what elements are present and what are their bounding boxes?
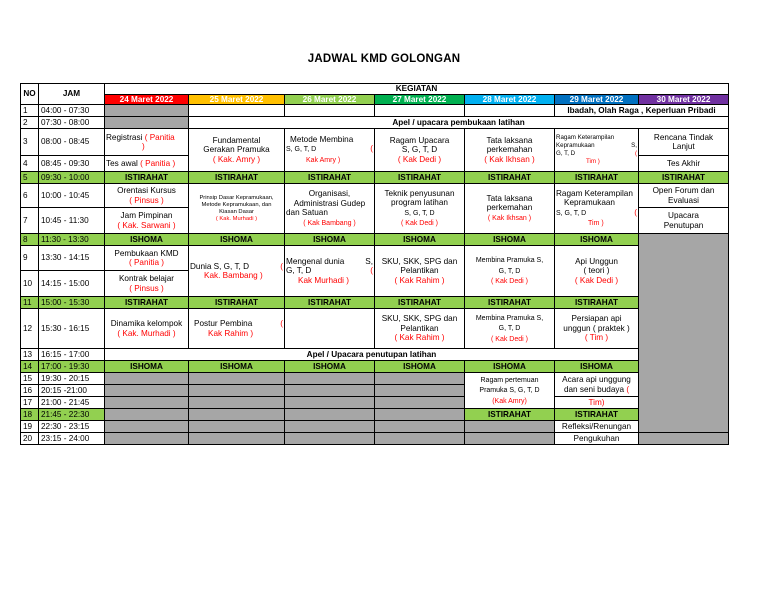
activity-text: G, T, D: [286, 266, 312, 276]
empty-cell: [465, 433, 555, 445]
kegiatan-header: KEGIATAN: [105, 84, 729, 95]
empty-cell: [285, 373, 375, 385]
presenter-text: Tim ): [586, 158, 600, 166]
empty-cell: [465, 105, 555, 117]
activity-cell: [105, 271, 189, 297]
activity-text: S,: [631, 142, 637, 150]
row-number: 7: [21, 208, 39, 234]
istirahat-cell: ISTIRAHAT: [639, 172, 729, 184]
table-row: [21, 105, 729, 117]
presenter-text: Kak Rahim ): [208, 328, 254, 338]
ishoma-cell: ISHOMA: [285, 361, 375, 373]
table-row: [21, 373, 729, 385]
row-time: 20:15 -21:00: [39, 385, 105, 397]
activity-cell: [465, 184, 555, 234]
presenter-text: ( Panitia ): [140, 158, 176, 168]
schedule-table: [20, 83, 729, 445]
row-time: 09:30 - 10:00: [39, 172, 105, 184]
ibadah-cell: Ibadah, Olah Raga , Keperluan Pribadi: [555, 105, 729, 117]
row-number: 17: [21, 397, 39, 409]
activity-cell: Pengukuhan: [555, 433, 639, 445]
empty-cell: [285, 409, 375, 421]
activity-text: Lanjut: [672, 142, 695, 152]
istirahat-cell: ISTIRAHAT: [189, 297, 285, 309]
empty-cell: [189, 385, 285, 397]
activity-text: Membina Pramuka S,: [475, 257, 544, 265]
activity-text: S, G, T, D: [556, 209, 587, 217]
activity-cell: [465, 246, 555, 297]
day-header: 24 Maret 2022: [105, 94, 189, 105]
table-row: [21, 117, 729, 129]
ishoma-cell: ISHOMA: [375, 234, 465, 246]
activity-text: Gerakan Pramuka: [203, 145, 270, 155]
row-number: 18: [21, 409, 39, 421]
table-row: [21, 184, 729, 208]
presenter-text: ( Pinsus ): [129, 195, 164, 205]
activity-text: program latihan: [391, 198, 448, 208]
empty-cell: [105, 421, 189, 433]
activity-cell: [105, 129, 189, 156]
empty-cell: [285, 309, 375, 349]
activity-text: Registrasi: [106, 132, 145, 142]
row-number: 9: [21, 246, 39, 271]
table-row: [21, 409, 729, 421]
row-time: 19:30 - 20:15: [39, 373, 105, 385]
activity-cell: [465, 373, 555, 409]
activity-text: Tes awal: [106, 158, 141, 168]
presenter-text: ( Kak Dedi ): [491, 335, 528, 343]
day-header: 27 Maret 2022: [375, 94, 465, 105]
presenter-text: (: [634, 207, 637, 217]
empty-cell: [375, 421, 465, 433]
presenter-text: ( Panitia ): [128, 258, 165, 268]
header-row: [21, 84, 729, 95]
activity-cell: [285, 129, 375, 172]
activity-text: Membina Pramuka S,: [475, 314, 544, 322]
activity-text: G, T, D: [498, 267, 521, 275]
row-time: 11:30 - 13:30: [39, 234, 105, 246]
activity-text: Metode Membina: [290, 134, 354, 144]
activity-cell: [285, 184, 375, 234]
activity-text: dan seni budaya: [563, 384, 627, 394]
row-time: 14:15 - 15:00: [39, 271, 105, 297]
empty-cell: [375, 105, 465, 117]
empty-cell: [285, 433, 375, 445]
row-number: 13: [21, 349, 39, 361]
row-number: 6: [21, 184, 39, 208]
istirahat-cell: ISTIRAHAT: [555, 297, 639, 309]
presenter-text: Kak Amry ): [306, 156, 341, 164]
row-time: 16:15 - 17:00: [39, 349, 105, 361]
presenter-text: ( Kak Bambang ): [303, 219, 356, 227]
table-row: [21, 309, 729, 349]
row-number: 1: [21, 105, 39, 117]
presenter-text: Tim ): [588, 220, 604, 228]
day-header: 28 Maret 2022: [465, 94, 555, 105]
ishoma-cell: ISHOMA: [285, 234, 375, 246]
day-header: 30 Maret 2022: [639, 94, 729, 105]
activity-text: Rencana Tindak: [653, 132, 714, 142]
row-number: 15: [21, 373, 39, 385]
empty-cell: [105, 409, 189, 421]
ishoma-cell: ISHOMA: [465, 361, 555, 373]
table-row: [21, 397, 729, 409]
row-time: 21:45 - 22:30: [39, 409, 105, 421]
day-header-row: [21, 94, 729, 105]
presenter-text: ( Panitia: [144, 132, 175, 142]
activity-cell: [639, 184, 729, 208]
activity-text: Ragam Keterampilan: [556, 134, 615, 142]
row-number: 11: [21, 297, 39, 309]
istirahat-cell: ISTIRAHAT: [285, 172, 375, 184]
row-time: 21:00 - 21:45: [39, 397, 105, 409]
row-time: 08:45 - 09:30: [39, 156, 105, 172]
istirahat-cell: ISTIRAHAT: [465, 172, 555, 184]
empty-cell: [285, 385, 375, 397]
activity-cell: Tes Akhir: [639, 156, 729, 172]
presenter-text: ): [142, 142, 145, 152]
empty-cell: [375, 385, 465, 397]
activity-text: Pramuka S, G, T, D: [479, 387, 540, 395]
activity-cell: [465, 309, 555, 349]
row-number: 8: [21, 234, 39, 246]
presenter-text: ( Pinsus ): [129, 283, 164, 293]
istirahat-cell: ISTIRAHAT: [555, 409, 639, 421]
istirahat-cell: ISTIRAHAT: [189, 172, 285, 184]
row-number: 14: [21, 361, 39, 373]
istirahat-cell: ISTIRAHAT: [105, 297, 189, 309]
activity-text: Tata laksana: [486, 193, 533, 203]
activity-cell: [105, 246, 189, 271]
activity-text: Administrasi Gudep: [293, 198, 366, 208]
row-time: 15:30 - 16:15: [39, 309, 105, 349]
empty-cell: [375, 397, 465, 409]
empty-cell: [105, 397, 189, 409]
row-time: 23:15 - 24:00: [39, 433, 105, 445]
activity-text: S,: [365, 256, 373, 266]
empty-cell: [189, 409, 285, 421]
activity-text: Metode Kepramukaan, dan: [201, 201, 272, 208]
activity-text: S, G, T, D: [404, 209, 435, 217]
empty-cell: [189, 421, 285, 433]
activity-text: dan Satuan: [286, 208, 328, 218]
row-number: 5: [21, 172, 39, 184]
istirahat-cell: ISTIRAHAT: [555, 172, 639, 184]
presenter-text: (Kak Amry): [492, 397, 527, 405]
ishoma-cell: ISHOMA: [465, 234, 555, 246]
row-time: 17:00 - 19:30: [39, 361, 105, 373]
day-header: 25 Maret 2022: [189, 94, 285, 105]
activity-text: Fundamental: [212, 135, 261, 145]
presenter-text: ( Kak. Murhadi ): [215, 215, 258, 222]
activity-text: Kepramukaan: [564, 198, 615, 208]
activity-text: SKU, SKK, SPG dan: [381, 256, 458, 266]
activity-text: perkemahan: [486, 203, 533, 213]
table-row: [21, 172, 729, 184]
empty-cell: [189, 397, 285, 409]
activity-text: G, T, D: [498, 325, 521, 333]
empty-cell: [189, 373, 285, 385]
presenter-text: ( Kak. Sarwani ): [117, 220, 176, 230]
activity-text: Open Forum dan: [652, 186, 715, 196]
activity-cell: [555, 246, 639, 297]
activity-cell: [105, 309, 189, 349]
jam-header: JAM: [39, 84, 105, 105]
activity-cell: [555, 184, 639, 234]
presenter-text: (: [370, 144, 373, 154]
empty-cell: [285, 421, 375, 433]
activity-text: Persiapan api: [571, 314, 622, 324]
presenter-text: ( Kak Dedi ): [397, 154, 442, 164]
activity-cell: [189, 129, 285, 172]
activity-text: SKU, SKK, SPG dan: [381, 314, 458, 324]
day-header: 26 Maret 2022: [285, 94, 375, 105]
activity-cell: [639, 129, 729, 156]
activity-text: Jam Pimpinan: [120, 211, 173, 221]
activity-text: Pelantikan: [400, 266, 439, 276]
activity-text: S, G, T, D: [401, 145, 438, 155]
empty-cell: [105, 117, 189, 129]
empty-cell: [285, 105, 375, 117]
activity-text: Ragam Upacara: [389, 135, 450, 145]
activity-cell: [105, 184, 189, 208]
presenter-text: ( Kak Dedi ): [401, 220, 438, 228]
table-row: [21, 421, 729, 433]
empty-cell: [375, 433, 465, 445]
empty-cell: [465, 421, 555, 433]
presenter-text: Kak. Bambang ): [204, 271, 263, 281]
activity-text: S, G, T, D: [286, 146, 317, 154]
empty-cell: [285, 397, 375, 409]
activity-text: Kontrak belajar: [118, 274, 175, 284]
row-number: 2: [21, 117, 39, 129]
activity-cell: [555, 129, 639, 172]
activity-cell: [189, 184, 285, 234]
activity-text: Postur Pembina: [194, 319, 253, 329]
presenter-text: (: [370, 266, 373, 276]
istirahat-cell: ISTIRAHAT: [105, 172, 189, 184]
row-time: 10:00 - 10:45: [39, 184, 105, 208]
activity-text: Ragam pertemuan: [480, 376, 539, 384]
row-number: 12: [21, 309, 39, 349]
activity-cell: [555, 309, 639, 349]
empty-cell: [105, 373, 189, 385]
presenter-text: ( Kak Rahim ): [394, 275, 445, 285]
day-header: 29 Maret 2022: [555, 94, 639, 105]
table-row: [21, 129, 729, 156]
presenter-text: ( Kak Ikhsan ): [487, 214, 532, 222]
activity-text: Prinsip Dasar Kepramukaan,: [199, 194, 274, 201]
ishoma-cell: ISHOMA: [555, 361, 639, 373]
activity-cell: [375, 184, 465, 234]
row-number: 20: [21, 433, 39, 445]
activity-cell: Refleksi/Renungan: [555, 421, 639, 433]
activity-text: Dinamika kelompok: [110, 319, 183, 329]
presenter-text: ( Kak. Murhadi ): [117, 328, 176, 338]
table-row: [21, 433, 729, 445]
activity-text: Kiasan Dasar: [219, 208, 254, 215]
ishoma-cell: ISHOMA: [105, 234, 189, 246]
row-number: 19: [21, 421, 39, 433]
activity-text: unggun ( praktek ): [563, 323, 630, 333]
presenter-text: ( Kak. Amry ): [212, 154, 261, 164]
row-number: 10: [21, 271, 39, 297]
empty-cell: [189, 433, 285, 445]
empty-cell: [105, 105, 189, 117]
istirahat-cell: ISTIRAHAT: [285, 297, 375, 309]
ishoma-cell: ISHOMA: [555, 234, 639, 246]
activity-cell: [555, 373, 639, 397]
activity-cell: [375, 129, 465, 172]
presenter-text: (: [634, 150, 637, 158]
activity-cell: [639, 208, 729, 234]
activity-text: Mengenal dunia: [286, 256, 345, 266]
activity-text: Teknik penyusunan: [384, 188, 455, 198]
presenter-text: ( Kak Dedi ): [491, 278, 528, 286]
activity-text: Penutupan: [663, 220, 704, 230]
row-time: 10:45 - 11:30: [39, 208, 105, 234]
activity-text: Kepramukaan: [556, 142, 595, 150]
activity-text: G, T, D: [556, 150, 576, 158]
istirahat-cell: ISTIRAHAT: [465, 409, 555, 421]
empty-cell: [189, 105, 285, 117]
presenter-text: Tim): [555, 397, 639, 409]
activity-text: Organisasi,: [308, 189, 351, 198]
row-time: 07:30 - 08:00: [39, 117, 105, 129]
activity-cell: [375, 246, 465, 297]
activity-cell: [465, 129, 555, 172]
row-time: 13:30 - 14:15: [39, 246, 105, 271]
empty-cell: [639, 433, 729, 445]
apel-tutup-cell: Apel / Upacara penutupan latihan: [105, 349, 639, 361]
empty-cell: [375, 373, 465, 385]
empty-cell: [105, 433, 189, 445]
empty-cell: [375, 409, 465, 421]
ishoma-cell: ISHOMA: [189, 234, 285, 246]
istirahat-cell: ISTIRAHAT: [375, 172, 465, 184]
no-header: NO: [21, 84, 39, 105]
table-row: [21, 361, 729, 373]
activity-cell: [105, 208, 189, 234]
activity-cell: [189, 309, 285, 349]
presenter-text: ( Kak Ikhsan ): [484, 154, 535, 164]
ishoma-cell: ISHOMA: [105, 361, 189, 373]
row-number: 4: [21, 156, 39, 172]
presenter-text: (: [280, 261, 283, 271]
presenter-text: ( Tim ): [584, 333, 609, 343]
presenter-text: ( Kak Dedi ): [574, 275, 619, 285]
row-time: 22:30 - 23:15: [39, 421, 105, 433]
activity-text: Tata laksana: [486, 135, 533, 145]
activity-cell: [285, 246, 375, 297]
activity-text: Evaluasi: [668, 195, 699, 205]
activity-text: Upacara: [668, 211, 699, 221]
activity-text: perkemahan: [486, 145, 533, 155]
ishoma-cell: ISHOMA: [375, 361, 465, 373]
row-number: 3: [21, 129, 39, 156]
row-number: 16: [21, 385, 39, 397]
activity-text: Pelantikan: [400, 323, 439, 333]
table-row: [21, 349, 729, 361]
activity-text: Pembukaan KMD: [114, 248, 179, 258]
apel-buka-cell: Apel / upacara pembukaan latihan: [189, 117, 729, 129]
empty-cell: [639, 234, 729, 433]
presenter-text: (: [626, 384, 630, 394]
activity-text: Ragam Keterampilan: [556, 188, 633, 198]
document-title: JADWAL KMD GOLONGAN: [307, 53, 461, 65]
activity-cell: [375, 309, 465, 349]
row-time: 08:00 - 08:45: [39, 129, 105, 156]
activity-text: Orentasi Kursus: [117, 186, 176, 196]
activity-text: Dunia S, G, T, D: [190, 261, 250, 271]
activity-text: ( teori ): [583, 266, 610, 276]
istirahat-cell: ISTIRAHAT: [375, 297, 465, 309]
presenter-text: Kak Murhadi ): [298, 275, 349, 285]
activity-cell: [105, 156, 189, 172]
table-row: [21, 297, 729, 309]
activity-text: Acara api unggung: [562, 375, 631, 385]
activity-text: Api Unggun: [575, 256, 618, 266]
table-row: [21, 246, 729, 271]
istirahat-cell: ISTIRAHAT: [465, 297, 555, 309]
empty-cell: [105, 385, 189, 397]
presenter-text: (: [280, 319, 283, 329]
ishoma-cell: ISHOMA: [189, 361, 285, 373]
activity-cell: [189, 246, 285, 297]
row-time: 04:00 - 07:30: [39, 105, 105, 117]
row-time: 15:00 - 15:30: [39, 297, 105, 309]
presenter-text: ( Kak Rahim ): [394, 333, 445, 343]
table-row: [21, 234, 729, 246]
